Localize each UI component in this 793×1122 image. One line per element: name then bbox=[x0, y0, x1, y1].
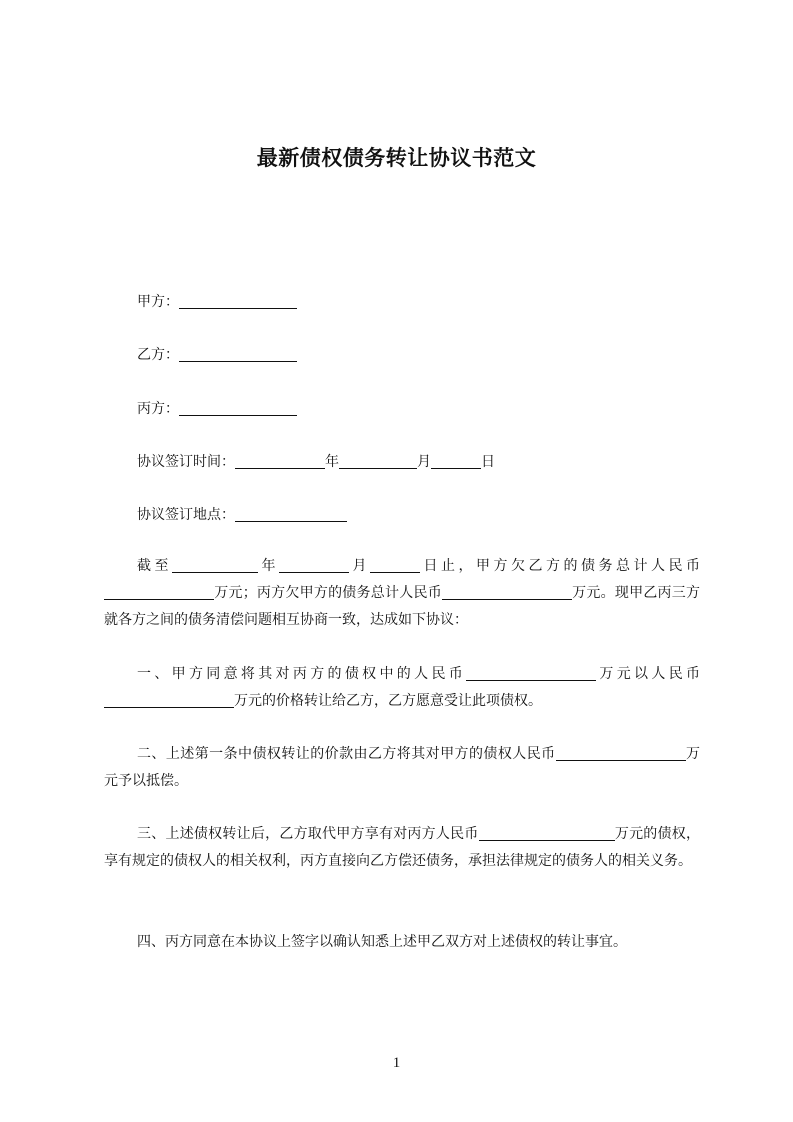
party-a-label: 甲方： bbox=[137, 294, 179, 310]
clause-2-paragraph bbox=[104, 741, 700, 795]
intro-debt-a-blank[interactable] bbox=[104, 584, 214, 600]
clause-3-paragraph bbox=[104, 821, 700, 875]
intro-text-2: 年 bbox=[258, 558, 279, 574]
party-c-label: 丙方： bbox=[137, 401, 179, 417]
clause-3-amount-blank[interactable] bbox=[479, 825, 615, 841]
signing-day-text: 日 bbox=[481, 454, 495, 470]
clause-3-text-2: 万元的债权，享有规定的债权人的相关权利，丙方直接向乙方偿还债务，承担法律规定的债务人的相关义务。 bbox=[104, 826, 701, 869]
clause-2-text-2: 万元予以抵偿。 bbox=[104, 746, 701, 789]
intro-text-4: 日止，甲方欠乙方的债务总计人民币 bbox=[420, 558, 700, 574]
intro-text-1: 截至 bbox=[137, 558, 172, 574]
signing-year-blank[interactable] bbox=[235, 453, 325, 469]
clause-2-text-1: 二、上述第一条中债权转让的价款由乙方将其对甲方的债权人民币 bbox=[137, 746, 556, 762]
party-a-blank[interactable] bbox=[179, 293, 297, 309]
clause-1-price-blank[interactable] bbox=[104, 692, 234, 708]
clause-4-paragraph bbox=[104, 929, 700, 956]
signing-month-blank[interactable] bbox=[339, 453, 417, 469]
document-title: 最新债权债务转让协议书范文 bbox=[256, 146, 537, 170]
party-c-blank[interactable] bbox=[179, 400, 297, 416]
intro-debt-c-blank[interactable] bbox=[442, 584, 572, 600]
intro-year-blank[interactable] bbox=[172, 557, 258, 573]
signing-day-blank[interactable] bbox=[431, 453, 481, 469]
clause-2-amount-blank[interactable] bbox=[556, 745, 686, 761]
signing-month-text: 月 bbox=[417, 454, 431, 470]
clause-1-paragraph bbox=[104, 661, 700, 715]
intro-day-blank[interactable] bbox=[370, 557, 420, 573]
signing-place-line bbox=[137, 505, 347, 525]
signing-time-label: 协议签订时间： bbox=[137, 454, 235, 470]
signing-place-blank[interactable] bbox=[235, 506, 347, 522]
intro-text-3: 月 bbox=[349, 558, 370, 574]
clause-1-text-3: 万元的价格转让给乙方，乙方愿意受让此项债权。 bbox=[234, 693, 542, 709]
clause-1-amount-blank[interactable] bbox=[466, 665, 596, 681]
intro-month-blank[interactable] bbox=[279, 557, 349, 573]
intro-paragraph bbox=[104, 553, 700, 634]
party-b-line bbox=[137, 345, 297, 365]
party-b-label: 乙方： bbox=[137, 347, 179, 363]
clause-1-text-2: 万元以人民币 bbox=[596, 666, 701, 682]
signing-year-text: 年 bbox=[325, 454, 339, 470]
page-number: 1 bbox=[392, 1055, 401, 1071]
party-c-line bbox=[137, 399, 297, 419]
clause-1-text-1: 一、甲方同意将其对丙方的债权中的人民币 bbox=[137, 666, 467, 682]
intro-text-6: 万元。现甲乙丙三方就各方之间的债务清偿问题相互协商一致，达成如下协议： bbox=[104, 585, 701, 628]
party-b-blank[interactable] bbox=[179, 346, 297, 362]
intro-text-5: 万元；丙方欠甲方的债务总计人民币 bbox=[214, 585, 442, 601]
clause-4-text-1: 四、丙方同意在本协议上签字以确认知悉上述甲乙双方对上述债权的转让事宜。 bbox=[137, 934, 627, 950]
party-a-line bbox=[137, 292, 297, 312]
clause-3-text-1: 三、上述债权转让后，乙方取代甲方享有对丙方人民币 bbox=[137, 826, 479, 842]
signing-place-label: 协议签订地点： bbox=[137, 507, 235, 523]
signing-time-line bbox=[137, 452, 495, 472]
